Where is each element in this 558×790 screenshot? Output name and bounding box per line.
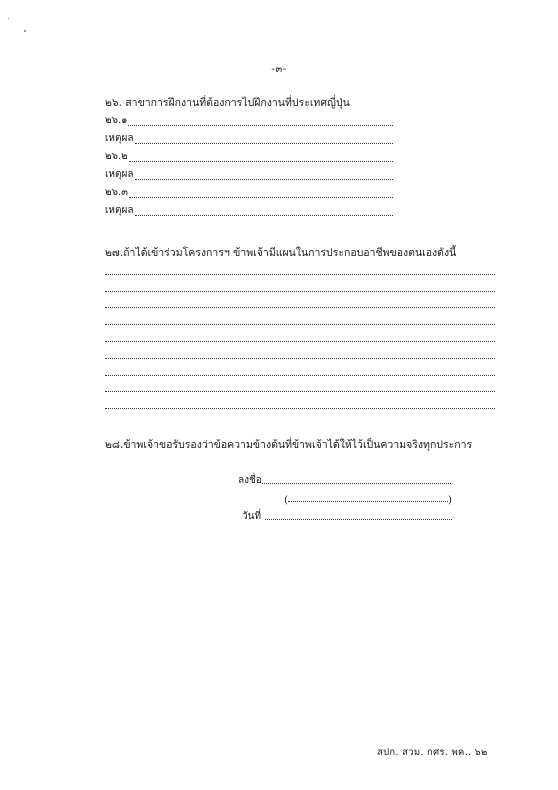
page-number: -๓- [271,64,287,75]
row-label: ๒๖.๓ [105,187,128,198]
dotted-line [128,124,393,126]
section-28 [105,436,473,454]
section-26 [105,94,393,220]
scan-speck [8,18,9,19]
dotted-line [288,500,448,502]
dotted-line [105,290,495,292]
row-label: ๒๖.๒ [105,151,128,162]
dotted-line [105,390,495,392]
dotted-line [129,196,393,198]
section-26-heading: ๒๖. สาขาการฝึกงานที่ต้องการไปฝึกงานที่ประเทศญี่ปุ่น [105,97,350,109]
dotted-line [105,306,495,308]
dotted-line [135,178,394,180]
dotted-line [105,407,495,409]
reason-line-26-2[interactable] [105,166,393,184]
row-label: ๒๖.๑ [105,115,128,126]
dotted-line [105,273,495,275]
blank-answer-line[interactable] [105,346,495,363]
dotted-line [135,214,394,216]
signature-line[interactable] [238,470,452,488]
signature-block [238,470,452,524]
printed-name-line[interactable] [238,488,452,506]
dotted-line [129,160,393,162]
section-27 [105,244,495,413]
row-label: เหตุผล [105,205,134,216]
answer-line-26-2[interactable] [105,148,393,166]
blank-answer-line[interactable] [105,296,495,313]
dotted-line [265,518,452,520]
reason-line-26-3[interactable] [105,202,393,220]
dotted-line [262,482,451,484]
blank-answer-line[interactable] [105,363,495,380]
dotted-line [105,357,495,359]
dotted-line [135,142,394,144]
blank-answer-line[interactable] [105,329,495,346]
footer-reference: สปก. สวม. กศร. พค.. ๖๒ [377,747,488,758]
row-label: เหตุผล [105,169,134,180]
date-line[interactable] [238,506,452,524]
scan-speck [24,30,26,32]
section-27-answer-lines [105,262,495,413]
answer-line-26-3[interactable] [105,184,393,202]
section-27-heading: ๒๗.ถ้าได้เข้าร่วมโครงการฯ ข้าพเจ้ามีแผนในการประกอบอาชีพของตนเองดังนี้ [105,247,457,259]
reason-line-26-1[interactable] [105,130,393,148]
dotted-line [105,340,495,342]
dotted-line [105,323,495,325]
close-parenthesis: ) [448,495,452,506]
section-28-heading: ๒๘.ข้าพเจ้าขอรับรองว่าข้อความข้างต้นที่ข้าพเจ้าได้ให้ไว้เป็นความจริงทุกประการ [105,439,473,451]
blank-answer-line[interactable] [105,262,495,279]
blank-answer-line[interactable] [105,380,495,397]
blank-answer-line[interactable] [105,312,495,329]
blank-answer-line[interactable] [105,279,495,296]
signature-label: ลงชื่อ [238,475,262,486]
date-label: วันที่ [242,511,262,522]
dotted-line [105,374,495,376]
row-label: เหตุผล [105,133,134,144]
blank-answer-line[interactable] [105,396,495,413]
answer-line-26-1[interactable] [105,112,393,130]
open-parenthesis: ( [284,495,288,506]
